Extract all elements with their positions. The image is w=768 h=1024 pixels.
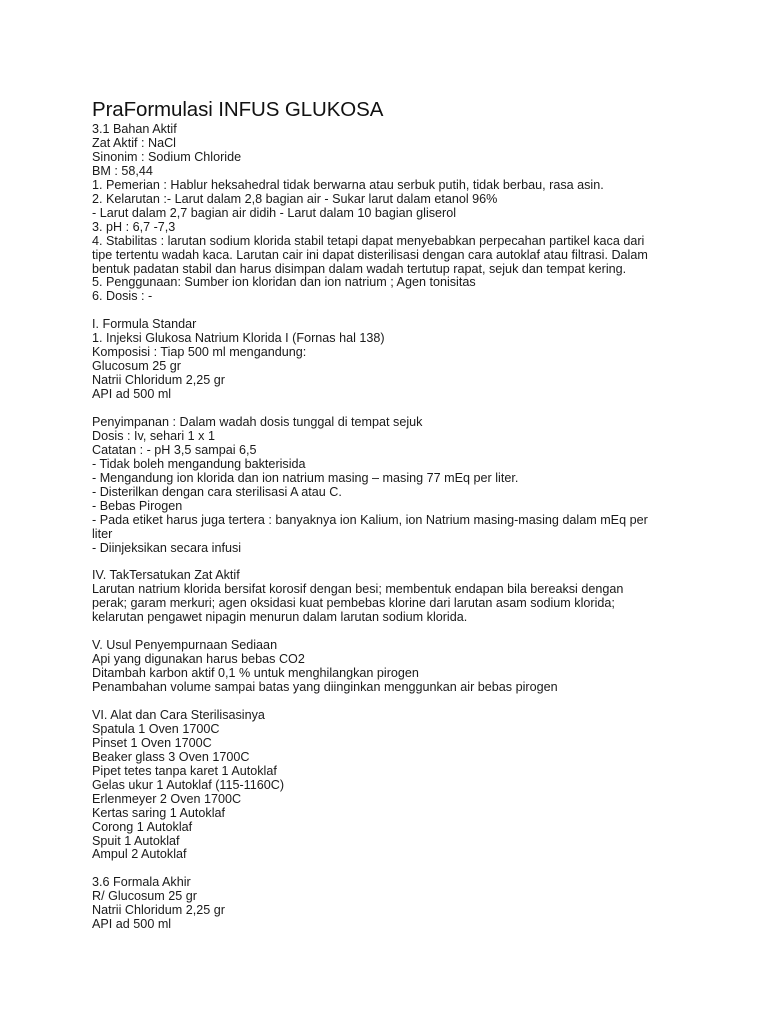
text-line: Pipet tetes tanpa karet 1 Autoklaf (92, 763, 277, 778)
text-line: V. Usul Penyempurnaan Sediaan (92, 638, 278, 653)
text-line: 1. Pemerian : Hablur heksahedral tidak berwarna atau serbuk putih, tidak berbau, rasa asin. (92, 177, 604, 192)
text-line: Zat Aktif : NaCl (92, 135, 176, 150)
text-line: 1. Injeksi Glukosa Natrium Klorida I (Fornas hal 138) (92, 331, 385, 346)
text-line: Beaker glass 3 Oven 1700C (92, 749, 250, 764)
text-line: 2. Kelarutan :- Larut dalam 2,8 bagian air - Sukar larut dalam etanol 96% (92, 191, 498, 206)
text-line: Catatan : - pH 3,5 sampai 6,5 (92, 442, 257, 457)
text-line: liter (92, 526, 113, 541)
text-line: Larutan natrium klorida bersifat korosif dengan besi; membentuk endapan bila bereaksi dengan (92, 582, 624, 597)
text-line: perak; garam merkuri; agen oksidasi kuat pembebas klorine dari larutan asam sodium klorida; (92, 596, 615, 611)
text-line: Sinonim : Sodium Chloride (92, 149, 242, 164)
text-line: Natrii Chloridum 2,25 gr (92, 903, 225, 918)
text-line: 6. Dosis : - (92, 289, 153, 304)
document-title: PraFormulasi INFUS GLUKOSA (92, 98, 384, 121)
text-line: Glucosum 25 gr (92, 359, 181, 374)
text-line: - Pada etiket harus juga tertera : banyaknya ion Kalium, ion Natrium masing-masing dalam mEq per (92, 512, 648, 527)
text-line: kelarutan pengawet nipagin menurun dalam larutan sodium klorida. (92, 610, 468, 625)
text-line: Ampul 2 Autoklaf (92, 847, 187, 862)
text-line: R/ Glucosum 25 gr (92, 889, 197, 904)
text-line: - Larut dalam 2,7 bagian air didih - Larut dalam 10 bagian gliserol (92, 205, 457, 220)
text-line: - Tidak boleh mengandung bakterisida (92, 456, 306, 471)
text-line: bentuk padatan stabil dan harus disimpan dalam wadah tertutup rapat, sejuk dan tempat kering. (92, 261, 627, 276)
paragraph-gap (92, 304, 682, 318)
text-line: - Disterilkan dengan cara sterilisasi A atau C. (92, 484, 342, 499)
text-line: Ditambah karbon aktif 0,1 % untuk menghilangkan pirogen (92, 666, 419, 681)
text-line: Gelas ukur 1 Autoklaf (115-1160C) (92, 777, 285, 792)
paragraph-gap (92, 556, 682, 570)
paragraph-gap (92, 862, 682, 876)
document-body (92, 123, 682, 932)
text-line: 4. Stabilitas : larutan sodium klorida stabil tetapi dapat menyebabkan perpecahan partikel kaca dari (92, 233, 645, 248)
text-line: Penambahan volume sampai batas yang diinginkan menggunkan air bebas pirogen (92, 680, 558, 695)
section-block (92, 569, 682, 625)
text-line: VI. Alat dan Cara Sterilisasinya (92, 707, 265, 722)
document-page (92, 97, 682, 932)
text-line: 3. pH : 6,7 -7,3 (92, 219, 176, 234)
section-block (92, 318, 682, 402)
text-line: BM : 58,44 (92, 163, 153, 178)
text-line: Spuit 1 Autoklaf (92, 833, 180, 848)
section-block (92, 709, 682, 862)
text-line: Dosis : Iv, sehari 1 x 1 (92, 428, 215, 443)
text-line: API ad 500 ml (92, 387, 172, 402)
text-line: Penyimpanan : Dalam wadah dosis tunggal di tempat sejuk (92, 414, 423, 429)
section-block (92, 123, 682, 304)
text-line: tipe tertentu wadah kaca. Larutan cair ini dapat disterilisasi dengan cara autoklaf atau filtrasi. Dalam (92, 247, 648, 262)
text-line: Api yang digunakan harus bebas CO2 (92, 652, 305, 667)
text-line: Kertas saring 1 Autoklaf (92, 805, 226, 820)
text-line: - Diinjeksikan secara infusi (92, 540, 242, 555)
section-block (92, 639, 682, 695)
text-line: Spatula 1 Oven 1700C (92, 721, 220, 736)
text-line: Pinset 1 Oven 1700C (92, 735, 212, 750)
section-block (92, 416, 682, 556)
text-line: I. Formula Standar (92, 317, 197, 332)
text-line: Corong 1 Autoklaf (92, 819, 193, 834)
paragraph-gap (92, 625, 682, 639)
text-line: Natrii Chloridum 2,25 gr (92, 373, 225, 388)
paragraph-gap (92, 402, 682, 416)
section-block (92, 876, 682, 932)
text-line: API ad 500 ml (92, 917, 172, 932)
text-line: - Bebas Pirogen (92, 498, 183, 513)
paragraph-gap (92, 695, 682, 709)
text-line: 5. Penggunaan: Sumber ion kloridan dan ion natrium ; Agen tonisitas (92, 275, 476, 290)
text-line: Komposisi : Tiap 500 ml mengandung: (92, 345, 307, 360)
text-line: 3.6 Formala Akhir (92, 875, 191, 890)
text-line: IV. TakTersatukan Zat Aktif (92, 568, 240, 583)
text-line: - Mengandung ion klorida dan ion natrium masing – masing 77 mEq per liter. (92, 470, 519, 485)
text-line: Erlenmeyer 2 Oven 1700C (92, 791, 242, 806)
text-line: 3.1 Bahan Aktif (92, 122, 177, 136)
